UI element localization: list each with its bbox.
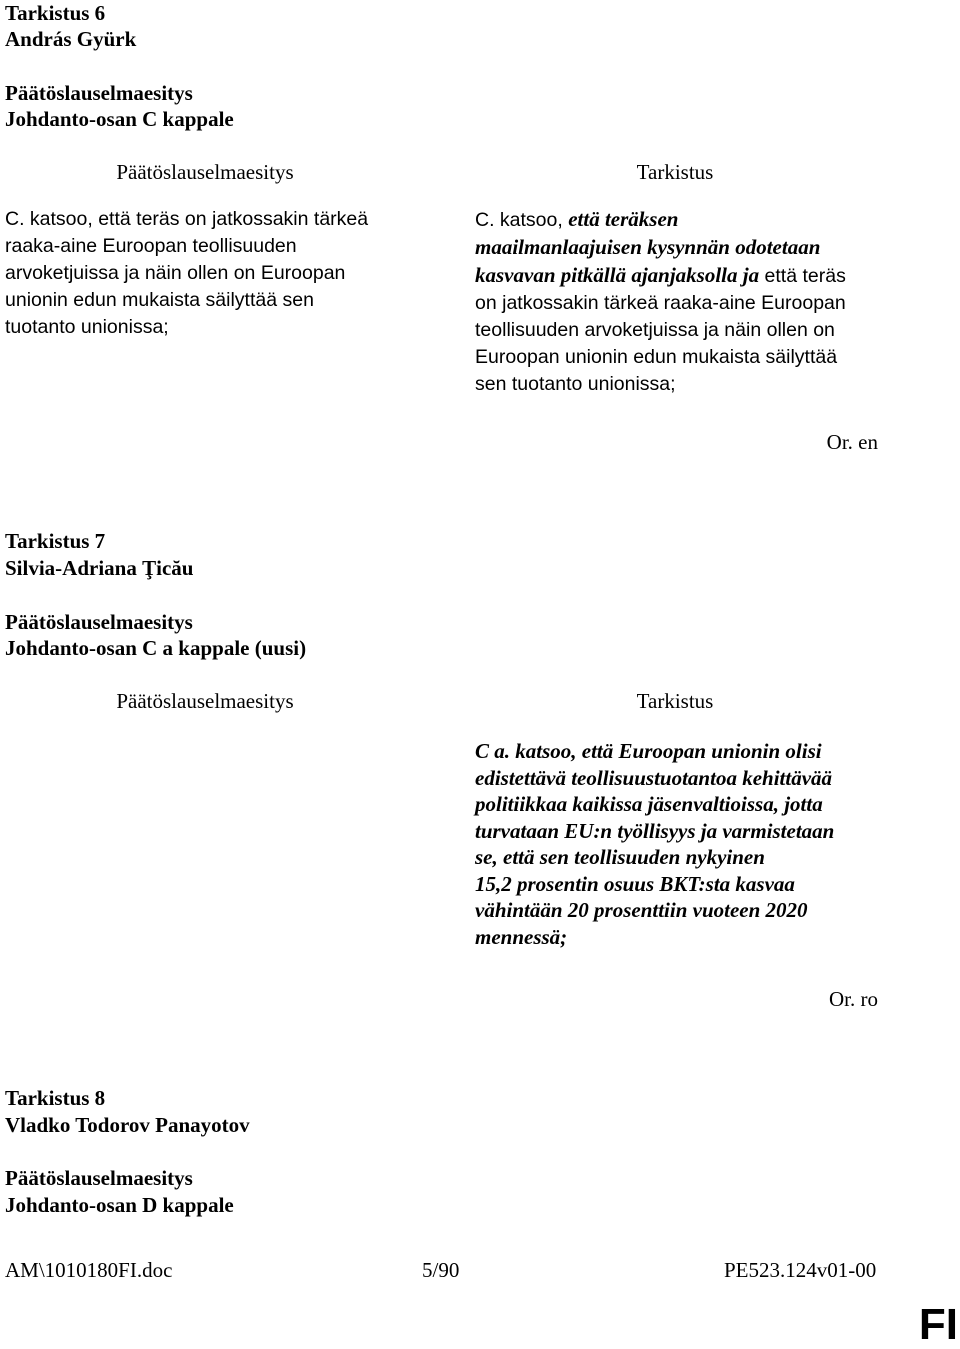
footer-pe-reference: PE523.124v01-00: [724, 1258, 877, 1282]
amended-text-line: maailmanlaajuisen kysynnän odotetaan: [475, 235, 821, 259]
original-text-line: arvoketjuissa ja näin ollen on Euroopan: [5, 262, 346, 284]
amendment-number: Tarkistus 6: [5, 1, 106, 25]
amendment-number: Tarkistus 8: [5, 1086, 106, 1110]
amended-text-line: C. katsoo, että teräksen: [475, 207, 679, 231]
amendment-author: Vladko Todorov Panayotov: [5, 1113, 250, 1137]
amended-text-line: 15,2 prosentin osuus BKT:sta kasvaa: [475, 871, 795, 896]
amended-text-line: mennessä;: [475, 924, 568, 949]
amendment-document-type: Päätöslauselmaesitys: [5, 81, 193, 105]
right-column-heading: Tarkistus: [636, 689, 714, 713]
amended-text-line: kasvavan pitkällä ajanjaksolla ja että teräs: [475, 263, 846, 287]
amendment-target: Johdanto-osan C kappale: [5, 107, 234, 131]
amended-text: [475, 206, 846, 398]
original-language: Or. en: [826, 430, 878, 454]
amendment-author: András Gyürk: [5, 27, 137, 51]
original-text-line: tuotanto unionissa;: [5, 316, 169, 338]
amendment-document-type: Päätöslauselmaesitys: [5, 1166, 193, 1190]
left-column-heading: Päätöslauselmaesitys: [116, 160, 294, 184]
original-text: [5, 206, 368, 341]
amended-text-line: edistettävä teollisuustuotantoa kehittävää: [475, 765, 833, 790]
original-text-line: raaka-aine Euroopan teollisuuden: [5, 235, 297, 257]
original-text-line: C. katsoo, että teräs on jatkossakin tärkeä: [5, 208, 369, 230]
footer-page-number: 5/90: [422, 1258, 460, 1282]
left-column-heading: Päätöslauselmaesitys: [116, 689, 294, 713]
original-text-line: unionin edun mukaista säilyttää sen: [5, 289, 314, 311]
language-code: FI: [918, 1300, 958, 1349]
footer-document-reference: AM\1010180FI.doc: [5, 1258, 173, 1282]
amended-text-line: sen tuotanto unionissa;: [475, 373, 676, 395]
amended-text-line: politiikkaa kaikissa jäsenvaltioissa, jotta: [475, 792, 823, 816]
amended-text-line: C a. katsoo, että Euroopan unionin olisi: [475, 739, 822, 763]
amended-text-line: on jatkossakin tärkeä raaka-aine Euroopan: [475, 292, 846, 314]
amended-text: [475, 738, 834, 950]
amended-text-line: teollisuuden arvoketjuissa ja näin ollen on: [475, 319, 835, 341]
amended-text-line: se, että sen teollisuuden nykyinen: [475, 845, 765, 869]
right-column-heading: Tarkistus: [636, 160, 714, 184]
amended-text-line: turvataan EU:n työllisyys ja varmistetaan: [475, 818, 835, 843]
amended-text-line: vähintään 20 prosenttiin vuoteen 2020: [475, 898, 808, 922]
amendment-number: Tarkistus 7: [5, 529, 106, 553]
amendment-target: Johdanto-osan C a kappale (uusi): [5, 636, 307, 660]
original-language: Or. ro: [829, 987, 878, 1011]
amendment-target: Johdanto-osan D kappale: [5, 1193, 234, 1217]
amended-text-line: Euroopan unionin edun mukaista säilyttää: [475, 346, 838, 368]
amendment-document-type: Päätöslauselmaesitys: [5, 610, 193, 634]
amendment-author: Silvia-Adriana Ţicău: [5, 556, 194, 580]
